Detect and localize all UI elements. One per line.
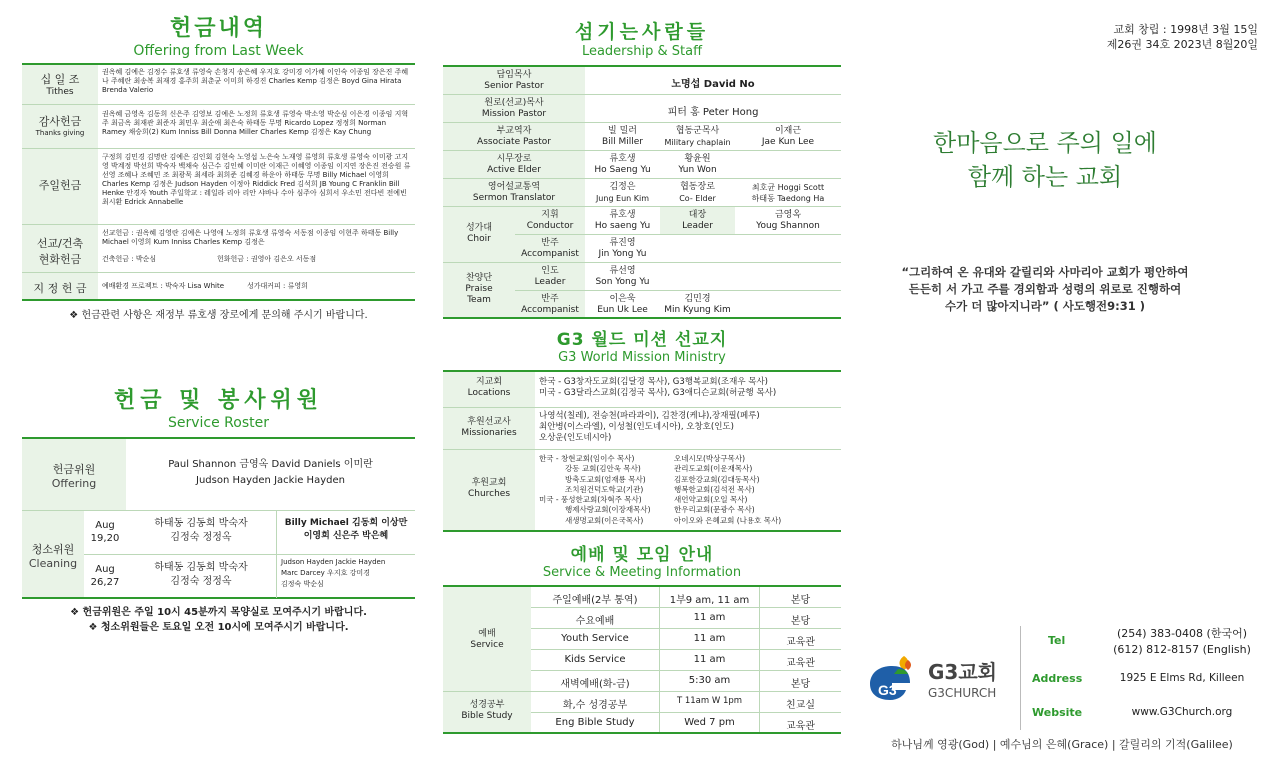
miss2: 최안병(이스라엘), 이성철(인도네시아), 오창호(인도) <box>539 422 734 432</box>
church-ko: 후원교회 <box>471 478 507 488</box>
trans-2-ko: 최호균 Hoggi Scott <box>751 183 825 192</box>
assoc-2-ko: 이재근 <box>774 126 802 136</box>
elder-ko: 시무장로 <box>496 154 532 164</box>
worship-row <box>531 608 841 629</box>
assoc-2-en: Jae Kun Lee <box>761 137 815 147</box>
leader-en: Leader <box>682 221 713 231</box>
scripture-verse <box>860 264 1230 315</box>
roster-offering-ko: 헌금위원 <box>52 463 96 476</box>
designated-ko: 지 정 헌 금 <box>33 282 87 295</box>
week1-team: 하태동 김동희 박숙자 <box>154 518 248 529</box>
flower-offer: 헌화헌금 : 권영아 김은오 서동점 <box>217 255 317 263</box>
mission-section <box>443 330 841 532</box>
week2-next3: 김정숙 박순심 <box>281 580 324 588</box>
elder-en: Active Elder <box>487 165 541 175</box>
trans-en: Sermon Translator <box>472 193 556 203</box>
contact-divider <box>1020 626 1021 730</box>
founded-date: 교회 창립 : 1998년 3월 15일 <box>1113 23 1258 36</box>
founding-info <box>1107 22 1258 52</box>
trans-1-ko: 협동장로 <box>680 182 715 192</box>
church-r2: 김포한강교회(김대동목사) <box>674 474 760 484</box>
pleader-name-ko: 류선영 <box>609 266 636 276</box>
loc1: 한국 - G3창자도교회(김달경 목사), G3행복교회(조재우 목사) <box>539 377 768 387</box>
church-r1: 관리도교회(이운재목사) <box>674 464 753 474</box>
worship-place: 본당 <box>759 671 841 691</box>
worship-row <box>531 671 841 692</box>
week1-date2: 19,20 <box>90 533 120 544</box>
senior-ko: 담임목사 <box>496 70 532 80</box>
roster-note1: ❖ 헌금위원은 주일 10시 45분까지 목양실로 모여주시기 바랍니다. <box>70 607 367 618</box>
roster-cleaning <box>22 511 415 599</box>
roster-offering-line2: Judson Hayden Jackie Hayden <box>196 475 345 486</box>
church-logo <box>864 648 1014 708</box>
motto <box>870 126 1220 194</box>
worship-place: 본당 <box>759 587 841 607</box>
pleader-en: Leader <box>534 277 566 287</box>
trans-1-en: Co- Elder <box>679 194 716 203</box>
church-en: Churches <box>467 489 511 499</box>
roster-note2: ❖ 청소위원들은 토요일 오전 10시에 모여주시기 바랍니다. <box>88 622 349 633</box>
trans-2-en: 하태동 Taedong Ha <box>751 194 825 203</box>
week2-team2: 김정숙 정정옥 <box>170 576 232 587</box>
praise-en2: Team <box>467 295 491 305</box>
roster-section <box>22 388 415 633</box>
mission-subtitle: G3 World Mission Ministry <box>558 350 726 365</box>
pacc1-ko: 이은욱 <box>609 294 636 304</box>
pacc1-en: Eun Uk Lee <box>597 305 648 315</box>
roster-offering-line1: Paul Shannon 금영옥 David Daniels 이미란 <box>168 459 373 470</box>
worship-group2-en: Bible Study <box>461 711 513 721</box>
logo-en: G3CHURCH <box>928 686 997 700</box>
church-l5: 행제사랑교회(이장재목사) <box>565 505 651 515</box>
praise-ko: 찬양단 <box>465 273 493 283</box>
elder-1-en: Yun Won <box>678 165 717 175</box>
church-l4: 미국 - 풍성한교회(차혁주 목사) <box>539 495 642 505</box>
logo-ko: G3교회 <box>928 660 997 684</box>
worship-group1-ko: 예배 <box>478 629 496 639</box>
offering-section <box>22 16 415 321</box>
worship-time: 11 am <box>659 608 759 628</box>
church-l0: 한국 - 창현교회(임이수 목사) <box>539 454 635 463</box>
elder-0-en: Ho Saeng Yu <box>594 165 651 175</box>
loc2: 미국 - G3달라스교회(김정국 목사), G3애디슨교회(허균행 목사) <box>539 388 777 398</box>
senior-en: Senior Pastor <box>484 81 544 91</box>
assoc-1-en: Military chaplain <box>664 138 731 147</box>
worship-place: 교육관 <box>759 713 841 732</box>
offering-title: 헌금내역 <box>169 16 267 41</box>
leadership-subtitle: Leadership & Staff <box>581 44 703 59</box>
worship-place: 친교실 <box>759 692 841 712</box>
miss1: 나영석(칠레), 전승천(파라과이), 김찬경(케냐),장재필(페루) <box>539 411 760 421</box>
pacc-ko: 반주 <box>541 294 559 304</box>
mission-offer-ko: 선교/건축 <box>36 237 84 250</box>
tithes-en: Tithes <box>46 87 74 97</box>
choir-coffee: 성가대커피 : 류영희 <box>247 282 308 290</box>
leader-name-en: Youg Shannon <box>756 221 820 231</box>
church-l2: 방축도교회(엄재룡 목사) <box>565 474 646 484</box>
worship-name: 수요예배 <box>575 616 615 627</box>
mission-pastor-name: 피터 홍 Peter Hong <box>667 107 759 118</box>
elder-1-ko: 황윤원 <box>684 154 711 164</box>
worship-table <box>531 587 841 734</box>
leader-name-ko: 금영옥 <box>774 210 802 220</box>
mission-title: G3 월드 미션 선교지 <box>556 330 728 350</box>
worship-time: 11 am <box>659 650 759 670</box>
tithes-names: 권옥혜 김예은 김정수 류호생 류영숙 손청지 송은혜 우지호 강미경 이가혜 이인숙 이종임 장은진 주혜나 주혜란 최송복 최재경 홍주희 최춘균 이미희 하경진 Charles Kemp 김정은 Boyd Gina Hirata Brenda Valerio <box>102 68 409 94</box>
worship-subtitle: Service & Meeting Information <box>542 565 742 580</box>
worship-name: Eng Bible Study <box>555 717 635 728</box>
pacc2-en: Min Kyung Kim <box>664 305 731 315</box>
acc-name-en: Jin Yong Yu <box>598 249 647 259</box>
roster-subtitle: Service Roster <box>167 415 269 431</box>
choir-en: Choir <box>467 234 491 244</box>
leadership-section <box>443 20 841 319</box>
week2-team: 하태동 김동희 박숙자 <box>154 562 248 573</box>
worship-time: Wed 7 pm <box>659 713 759 732</box>
church-r4: 새언약교회(오일 목사) <box>674 495 748 505</box>
address-value: 1925 E Elms Rd, Killeen <box>1119 672 1245 684</box>
miss3: 오상운(인도네시아) <box>539 433 612 443</box>
acc-ko: 반주 <box>541 238 559 248</box>
worship-name: Youth Service <box>561 633 629 644</box>
tel-korean[interactable]: (254) 383-0408 (한국어) <box>1117 627 1247 640</box>
tithes-ko: 십 일 조 <box>40 73 80 86</box>
week2-next1: Judson Hayden Jackie Hayden <box>281 558 386 566</box>
assoc-1-ko: 협동군목사 <box>675 126 720 136</box>
website-link[interactable]: www.G3Church.org <box>1131 706 1233 718</box>
week1-team2: 김정숙 정정옥 <box>170 532 232 543</box>
worship-name: 주일예배(2부 통역) <box>552 595 638 606</box>
senior-name: 노명섭 David No <box>671 79 755 90</box>
trans-0-ko: 김정은 <box>609 182 636 192</box>
pacc-en: Accompanist <box>521 305 579 315</box>
elder-0-ko: 류호생 <box>609 154 636 164</box>
assoc-0-ko: 빌 밀러 <box>608 126 637 136</box>
verse-line1: “그리하여 온 유대와 갈릴리와 사마리아 교회가 평안하여 <box>901 265 1189 279</box>
verse-line3: 수가 더 많아지니라” ( 사도행전9:31 ) <box>945 299 1145 313</box>
roster-title: 헌금 및 봉사위원 <box>113 388 324 413</box>
worship-time: T 11am W 1pm <box>659 692 759 712</box>
church-r6: 아이오와 은혜교회 (나용호 목사) <box>674 515 782 525</box>
sunday-names: 구정희 김민경 김명란 김예은 김인회 김현숙 노영섭 노은숙 노재영 류영희 류호생 류영숙 이미광 고지영 박계정 박선희 박숙자 백채숙 심근수 김인혜 이미란 이재근 이혜영 이종임 이지연 장은진 전승원 류선영 조혜나 조혜민 조 최광묵 최세라 최희준 김혜경 하운아 하태동 무명 Billy Michael 이영희 Charles Kemp 김정은 Judson Hayden 이정아 Riddick Fred 김석희 JB Young C Franklin Bill Henke 안경자 Youth 주일학교 : 레일라 리아 리안 샤바나 수아 심주아 심희서 우소민 전다빈 전예빈 최시환 Edrick Annabelle <box>102 153 411 206</box>
church-l1: 강동 교회(김안욱 목사) <box>565 464 641 474</box>
worship-place: 본당 <box>759 608 841 628</box>
week1-next1: Billy Michael 김동희 이상만 <box>284 518 408 528</box>
tel-english[interactable]: (612) 812-8157 (English) <box>1113 643 1251 656</box>
roster-offering-row <box>22 439 415 511</box>
miss-ko: 후원선교사 <box>467 417 511 427</box>
thanks-names: 권옥혜 금영옥 김동희 신은주 김영보 김예은 노정희 류호생 류영숙 박소영 박순심 이은경 이종임 지혁주 최금옥 최재관 최준자 최민우 최순애 최은숙 하태동 무명 Ricardo Lopez 정정희 Norman Ramey 채승희(2) Kum Inniss Bill Donna Miller Charles Kemp 김정은 Kay Chung <box>102 110 409 136</box>
trans-0-en: Jung Eun Kim <box>595 194 650 203</box>
loc-en: Locations <box>467 388 511 398</box>
week2-date1: Aug <box>95 564 115 575</box>
pleader-name-en: Son Yong Yu <box>595 277 650 287</box>
acc-name-ko: 류진영 <box>609 238 636 248</box>
assoc-0-en: Bill Miller <box>601 137 644 147</box>
church-r0: 오네시모(박상구목사) <box>674 454 746 463</box>
address-label: Address <box>1032 671 1083 685</box>
assoc-ko: 부교역자 <box>496 126 532 136</box>
offering-row-thanks <box>22 105 415 149</box>
conductor-ko: 지휘 <box>541 210 559 220</box>
trans-ko: 영어설교통역 <box>487 182 541 192</box>
mission-pastor-en: Mission Pastor <box>481 109 547 119</box>
leadership-title: 섬기는사람들 <box>574 21 710 43</box>
offering-note: ❖ 헌금관련 사항은 재정부 류호생 장로에게 문의해 주시기 바랍니다. <box>69 310 368 321</box>
church-r5: 한우리교회(문광수 목사) <box>674 505 755 515</box>
leader-ko: 대장 <box>688 210 707 220</box>
week2-next2: Marc Darcey 우지호 강미경 <box>281 569 370 577</box>
offering-row-mission <box>22 225 415 273</box>
issue-date: 제26권 34호 2023년 8월20일 <box>1106 38 1258 51</box>
pacc2-ko: 김민경 <box>684 294 711 304</box>
thanks-ko: 감사헌금 <box>38 115 82 128</box>
week2-date2: 26,27 <box>90 577 120 588</box>
worship-row <box>531 713 841 734</box>
loc-ko: 지교회 <box>475 377 503 387</box>
worship-row <box>531 692 841 713</box>
worship-time: 11 am <box>659 629 759 649</box>
week1-date1: Aug <box>95 520 115 531</box>
sunday-ko: 주일헌금 <box>38 179 82 192</box>
worship-name: 새벽예배(화-금) <box>560 679 630 690</box>
motto-line1: 한마음으로 주의 일에 <box>933 129 1157 157</box>
logo-mark-text: G3 <box>878 682 897 698</box>
conductor-en: Conductor <box>526 221 574 231</box>
praise-en1: Praise <box>465 284 493 294</box>
roster-cleaning-ko: 청소위원 <box>31 543 75 556</box>
church-l3: 조치원건덕도학교(기관) <box>565 484 644 494</box>
offering-row-tithes <box>22 65 415 105</box>
flower-offer-ko: 현화헌금 <box>38 253 82 266</box>
mission-offer-names: 선교헌금 : 권옥혜 김영란 김예은 나영애 노정희 류호생 류영숙 서동점 이종임 이현주 하태동 Billy Michael 이영희 Kum Inniss Charles Kemp 김정은 <box>102 229 399 246</box>
contact-info <box>1032 626 1262 728</box>
pleader-ko: 인도 <box>541 266 559 276</box>
website-label: Website <box>1032 705 1083 719</box>
assoc-en: Associate Pastor <box>477 137 551 147</box>
church-l6: 새생명교회(이은국목사) <box>565 515 644 525</box>
worship-row <box>531 629 841 650</box>
worship-name: Kids Service <box>564 654 626 665</box>
church-r3: 행복한교회(김석전 목사) <box>674 484 755 494</box>
roster-offering-en: Offering <box>51 477 97 490</box>
acc-en: Accompanist <box>521 249 579 259</box>
offering-subtitle: Offering from Last Week <box>133 43 304 59</box>
designated-names: 예배환경 프로젝트 : 박숙자 Lisa White <box>102 282 225 290</box>
offering-row-designated <box>22 273 415 301</box>
g3-logo-icon <box>864 650 920 706</box>
roster-cleaning-en: Cleaning <box>28 557 78 570</box>
worship-row <box>531 650 841 671</box>
building-offer: 건축헌금 : 박순심 <box>102 255 157 263</box>
worship-group1-en: Service <box>470 640 504 650</box>
worship-time: 1부9 am, 11 am <box>659 587 759 607</box>
worship-time: 5:30 am <box>659 671 759 691</box>
worship-section <box>443 545 841 734</box>
worship-name: 화,수 성경공부 <box>562 700 628 711</box>
conductor-name-en: Ho saeng Yu <box>594 221 651 231</box>
motto-line2: 함께 하는 교회 <box>967 163 1123 191</box>
worship-row <box>531 587 841 608</box>
tel-label: Tel <box>1048 634 1066 647</box>
worship-place: 교육관 <box>759 650 841 670</box>
worship-title: 예배 및 모임 안내 <box>570 545 714 565</box>
thanks-en: Thanks giving <box>35 129 85 137</box>
week1-next2: 이영희 신은주 박은혜 <box>303 531 389 541</box>
conductor-name-ko: 류호생 <box>609 210 636 220</box>
worship-place: 교육관 <box>759 629 841 649</box>
footer-slogan: 하나님께 영광(God) | 예수님의 은혜(Grace) | 갈릴리의 기적(Galilee) <box>891 738 1233 751</box>
verse-line2: 든든히 서 가고 주를 경외함과 성령의 위로로 진행하여 <box>908 282 1182 296</box>
choir-ko: 성가대 <box>465 223 493 233</box>
mission-pastor-ko: 원로(선교)목사 <box>484 98 544 108</box>
offering-row-sunday <box>22 149 415 225</box>
worship-group2-ko: 성경공부 <box>469 700 505 710</box>
miss-en: Missionaries <box>461 428 517 438</box>
